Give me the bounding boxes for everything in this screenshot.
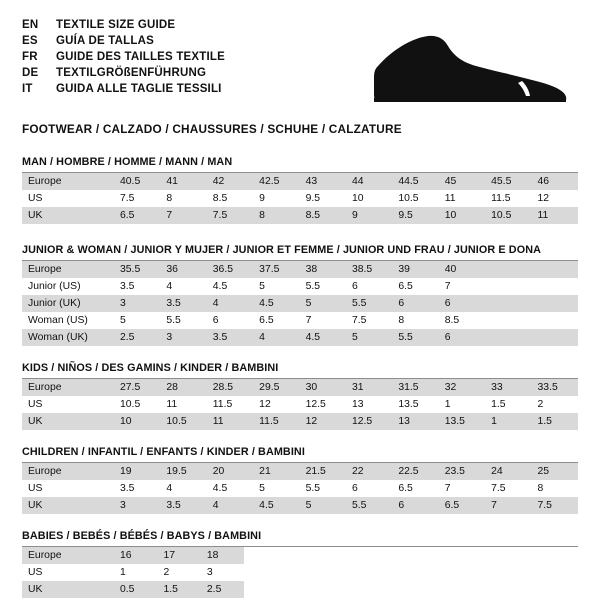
document-header <box>22 18 578 108</box>
cell: 4.5 <box>207 278 253 295</box>
cell: 12 <box>532 190 578 207</box>
language-title: GUIDE DES TAILLES TEXTILE <box>56 51 225 63</box>
table-row <box>22 295 578 312</box>
cell: 36 <box>160 261 206 278</box>
language-code: FR <box>22 51 38 63</box>
table-row <box>22 261 578 278</box>
cell <box>532 295 578 312</box>
section-title: KIDS / NIÑOS / DES GAMINS / KINDER / BAMBINI <box>22 362 578 379</box>
cell: 31.5 <box>392 379 438 396</box>
cell: 8.5 <box>300 207 346 224</box>
cell: 8.5 <box>207 190 253 207</box>
cell <box>532 329 578 346</box>
cell <box>485 261 531 278</box>
cell: 4.5 <box>253 295 299 312</box>
row-label: Europe <box>22 379 114 396</box>
cell: 30 <box>300 379 346 396</box>
size-table-kids <box>22 379 578 430</box>
cell: 11 <box>207 413 253 430</box>
cell: 43 <box>300 173 346 190</box>
cell: 8 <box>253 207 299 224</box>
cell: 22 <box>346 463 392 480</box>
cell: 28.5 <box>207 379 253 396</box>
cell: 8 <box>392 312 438 329</box>
cell: 7.5 <box>207 207 253 224</box>
cell <box>485 295 531 312</box>
cell: 6.5 <box>253 312 299 329</box>
cell: 10 <box>114 413 160 430</box>
cell: 3.5 <box>207 329 253 346</box>
language-title: GUÍA DE TALLAS <box>56 35 154 47</box>
cell: 12.5 <box>346 413 392 430</box>
cell: 40.5 <box>114 173 160 190</box>
cell: 10.5 <box>160 413 206 430</box>
cell: 29.5 <box>253 379 299 396</box>
cell: 6 <box>439 329 485 346</box>
cell: 28 <box>160 379 206 396</box>
language-row <box>22 34 225 49</box>
cell: 5.5 <box>300 278 346 295</box>
cell: 5 <box>300 295 346 312</box>
cell: 4.5 <box>253 497 299 514</box>
cell: 6 <box>392 497 438 514</box>
cell: 9 <box>253 190 299 207</box>
language-code: DE <box>22 67 39 79</box>
cell: 4 <box>160 480 206 497</box>
cell: 40 <box>439 261 485 278</box>
cell: 1 <box>439 396 485 413</box>
cell: 2 <box>532 396 578 413</box>
cell: 6 <box>346 278 392 295</box>
cell: 39 <box>392 261 438 278</box>
row-label: Woman (US) <box>22 312 114 329</box>
cell: 9.5 <box>300 190 346 207</box>
section-kids <box>22 362 578 430</box>
cell: 2 <box>157 564 200 581</box>
cell: 11.5 <box>207 396 253 413</box>
cell: 3 <box>114 295 160 312</box>
row-label: US <box>22 396 114 413</box>
language-titles <box>22 18 225 97</box>
table-row <box>22 173 578 190</box>
cell: 5.5 <box>160 312 206 329</box>
cell: 2.5 <box>201 581 244 598</box>
cell: 38.5 <box>346 261 392 278</box>
section-title: CHILDREN / INFANTIL / ENFANTS / KINDER / BAMBINI <box>22 446 578 463</box>
cell: 10 <box>439 207 485 224</box>
row-label: UK <box>22 413 114 430</box>
cell: 12 <box>300 413 346 430</box>
cell: 7.5 <box>114 190 160 207</box>
cell <box>532 312 578 329</box>
cell: 1 <box>485 413 531 430</box>
section-title: MAN / HOMBRE / HOMME / MANN / MAN <box>22 156 578 173</box>
cell: 3 <box>160 329 206 346</box>
row-label: UK <box>22 581 114 598</box>
cell: 5 <box>253 480 299 497</box>
row-label: Junior (US) <box>22 278 114 295</box>
cell <box>485 312 531 329</box>
language-row <box>22 18 225 33</box>
cell: 1.5 <box>532 413 578 430</box>
cell <box>485 329 531 346</box>
cell: 12 <box>253 396 299 413</box>
cell: 35.5 <box>114 261 160 278</box>
cell: 8 <box>160 190 206 207</box>
cell: 42 <box>207 173 253 190</box>
cell: 4.5 <box>300 329 346 346</box>
language-title: GUIDA ALLE TAGLIE TESSILI <box>56 83 222 95</box>
section-babies <box>22 530 578 598</box>
category-line: FOOTWEAR / CALZADO / CHAUSSURES / SCHUHE / CALZATURE <box>22 122 402 136</box>
cell: 6.5 <box>439 497 485 514</box>
row-label: Junior (UK) <box>22 295 114 312</box>
cell: 7 <box>439 278 485 295</box>
row-label: Europe <box>22 173 114 190</box>
cell: 7 <box>300 312 346 329</box>
cell: 1.5 <box>157 581 200 598</box>
cell: 5 <box>346 329 392 346</box>
cell: 44.5 <box>392 173 438 190</box>
cell: 37.5 <box>253 261 299 278</box>
table-row <box>22 312 578 329</box>
cell: 7 <box>160 207 206 224</box>
cell: 5.5 <box>300 480 346 497</box>
cell: 3.5 <box>114 480 160 497</box>
cell: 38 <box>300 261 346 278</box>
cell: 21 <box>253 463 299 480</box>
cell: 10 <box>346 190 392 207</box>
row-label: US <box>22 480 114 497</box>
cell: 4 <box>207 497 253 514</box>
table-row <box>22 564 244 581</box>
cell: 7 <box>485 497 531 514</box>
cell: 5 <box>114 312 160 329</box>
cell: 12.5 <box>300 396 346 413</box>
cell: 6 <box>346 480 392 497</box>
cell: 4 <box>207 295 253 312</box>
cell: 3.5 <box>160 295 206 312</box>
cell: 6 <box>392 295 438 312</box>
language-title: TEXTILE SIZE GUIDE <box>56 19 176 31</box>
size-table-children <box>22 463 578 514</box>
cell: 7.5 <box>485 480 531 497</box>
table-row <box>22 207 578 224</box>
cell: 46 <box>532 173 578 190</box>
cell: 8.5 <box>439 312 485 329</box>
section-children <box>22 446 578 514</box>
table-row <box>22 413 578 430</box>
cell: 5 <box>300 497 346 514</box>
cell: 6.5 <box>114 207 160 224</box>
language-row <box>22 50 225 65</box>
section-man <box>22 156 578 224</box>
row-label: Woman (UK) <box>22 329 114 346</box>
cell: 13.5 <box>439 413 485 430</box>
language-row <box>22 82 225 97</box>
cell <box>532 278 578 295</box>
cell: 7 <box>439 480 485 497</box>
cell: 4.5 <box>207 480 253 497</box>
cell: 5 <box>253 278 299 295</box>
cell: 13.5 <box>392 396 438 413</box>
cell: 9.5 <box>392 207 438 224</box>
cell: 24 <box>485 463 531 480</box>
table-row <box>22 547 244 564</box>
size-table-junior-woman <box>22 261 578 346</box>
cell: 18 <box>201 547 244 564</box>
cell: 11 <box>160 396 206 413</box>
cell: 0.5 <box>114 581 157 598</box>
cell: 4 <box>253 329 299 346</box>
table-row <box>22 480 578 497</box>
row-label: US <box>22 190 114 207</box>
cell: 45 <box>439 173 485 190</box>
cell: 10.5 <box>485 207 531 224</box>
cell: 32 <box>439 379 485 396</box>
section-title: BABIES / BEBÉS / BÉBÉS / BABYS / BAMBINI <box>22 530 578 547</box>
cell: 3.5 <box>160 497 206 514</box>
cell: 41 <box>160 173 206 190</box>
cell: 20 <box>207 463 253 480</box>
cell: 44 <box>346 173 392 190</box>
row-label: UK <box>22 207 114 224</box>
table-row <box>22 497 578 514</box>
table-row <box>22 190 578 207</box>
row-label: US <box>22 564 114 581</box>
cell: 25 <box>532 463 578 480</box>
size-table-babies <box>22 547 244 598</box>
language-title: TEXTILGRÖßENFÜHRUNG <box>56 67 207 79</box>
cell: 5.5 <box>346 295 392 312</box>
table-row <box>22 581 244 598</box>
cell: 2.5 <box>114 329 160 346</box>
cell: 9 <box>346 207 392 224</box>
table-row <box>22 278 578 295</box>
cell: 17 <box>157 547 200 564</box>
cell: 22.5 <box>392 463 438 480</box>
table-row <box>22 329 578 346</box>
cell: 1.5 <box>485 396 531 413</box>
cell: 33.5 <box>532 379 578 396</box>
cell <box>485 278 531 295</box>
language-row <box>22 66 225 81</box>
cell: 1 <box>114 564 157 581</box>
cell: 11 <box>532 207 578 224</box>
cell: 7.5 <box>532 497 578 514</box>
row-label: UK <box>22 497 114 514</box>
section-junior-woman <box>22 244 578 346</box>
cell: 10.5 <box>114 396 160 413</box>
cell: 11.5 <box>253 413 299 430</box>
table-row <box>22 396 578 413</box>
cell: 3 <box>114 497 160 514</box>
row-label: Europe <box>22 547 114 564</box>
cell: 19 <box>114 463 160 480</box>
cell: 19.5 <box>160 463 206 480</box>
cell: 3 <box>201 564 244 581</box>
cell: 6 <box>439 295 485 312</box>
cell: 11 <box>439 190 485 207</box>
cell: 36.5 <box>207 261 253 278</box>
cell: 16 <box>114 547 157 564</box>
language-code: IT <box>22 83 33 95</box>
cell: 10.5 <box>392 190 438 207</box>
cell: 33 <box>485 379 531 396</box>
cell <box>532 261 578 278</box>
row-label: Europe <box>22 261 114 278</box>
table-row <box>22 379 578 396</box>
cell: 42.5 <box>253 173 299 190</box>
language-code: EN <box>22 19 39 31</box>
cell: 45.5 <box>485 173 531 190</box>
dress-shoe-silhouette-icon <box>372 28 572 108</box>
cell: 3.5 <box>114 278 160 295</box>
cell: 5.5 <box>346 497 392 514</box>
cell: 6 <box>207 312 253 329</box>
language-code: ES <box>22 35 38 47</box>
cell: 31 <box>346 379 392 396</box>
row-label: Europe <box>22 463 114 480</box>
cell: 27.5 <box>114 379 160 396</box>
cell: 6.5 <box>392 480 438 497</box>
cell: 23.5 <box>439 463 485 480</box>
table-row <box>22 463 578 480</box>
cell: 7.5 <box>346 312 392 329</box>
cell: 8 <box>532 480 578 497</box>
cell: 13 <box>346 396 392 413</box>
cell: 13 <box>392 413 438 430</box>
cell: 5.5 <box>392 329 438 346</box>
cell: 4 <box>160 278 206 295</box>
size-table-man <box>22 173 578 224</box>
cell: 21.5 <box>300 463 346 480</box>
cell: 11.5 <box>485 190 531 207</box>
cell: 6.5 <box>392 278 438 295</box>
section-title: JUNIOR & WOMAN / JUNIOR Y MUJER / JUNIOR ET FEMME / JUNIOR UND FRAU / JUNIOR E DONA <box>22 244 578 261</box>
